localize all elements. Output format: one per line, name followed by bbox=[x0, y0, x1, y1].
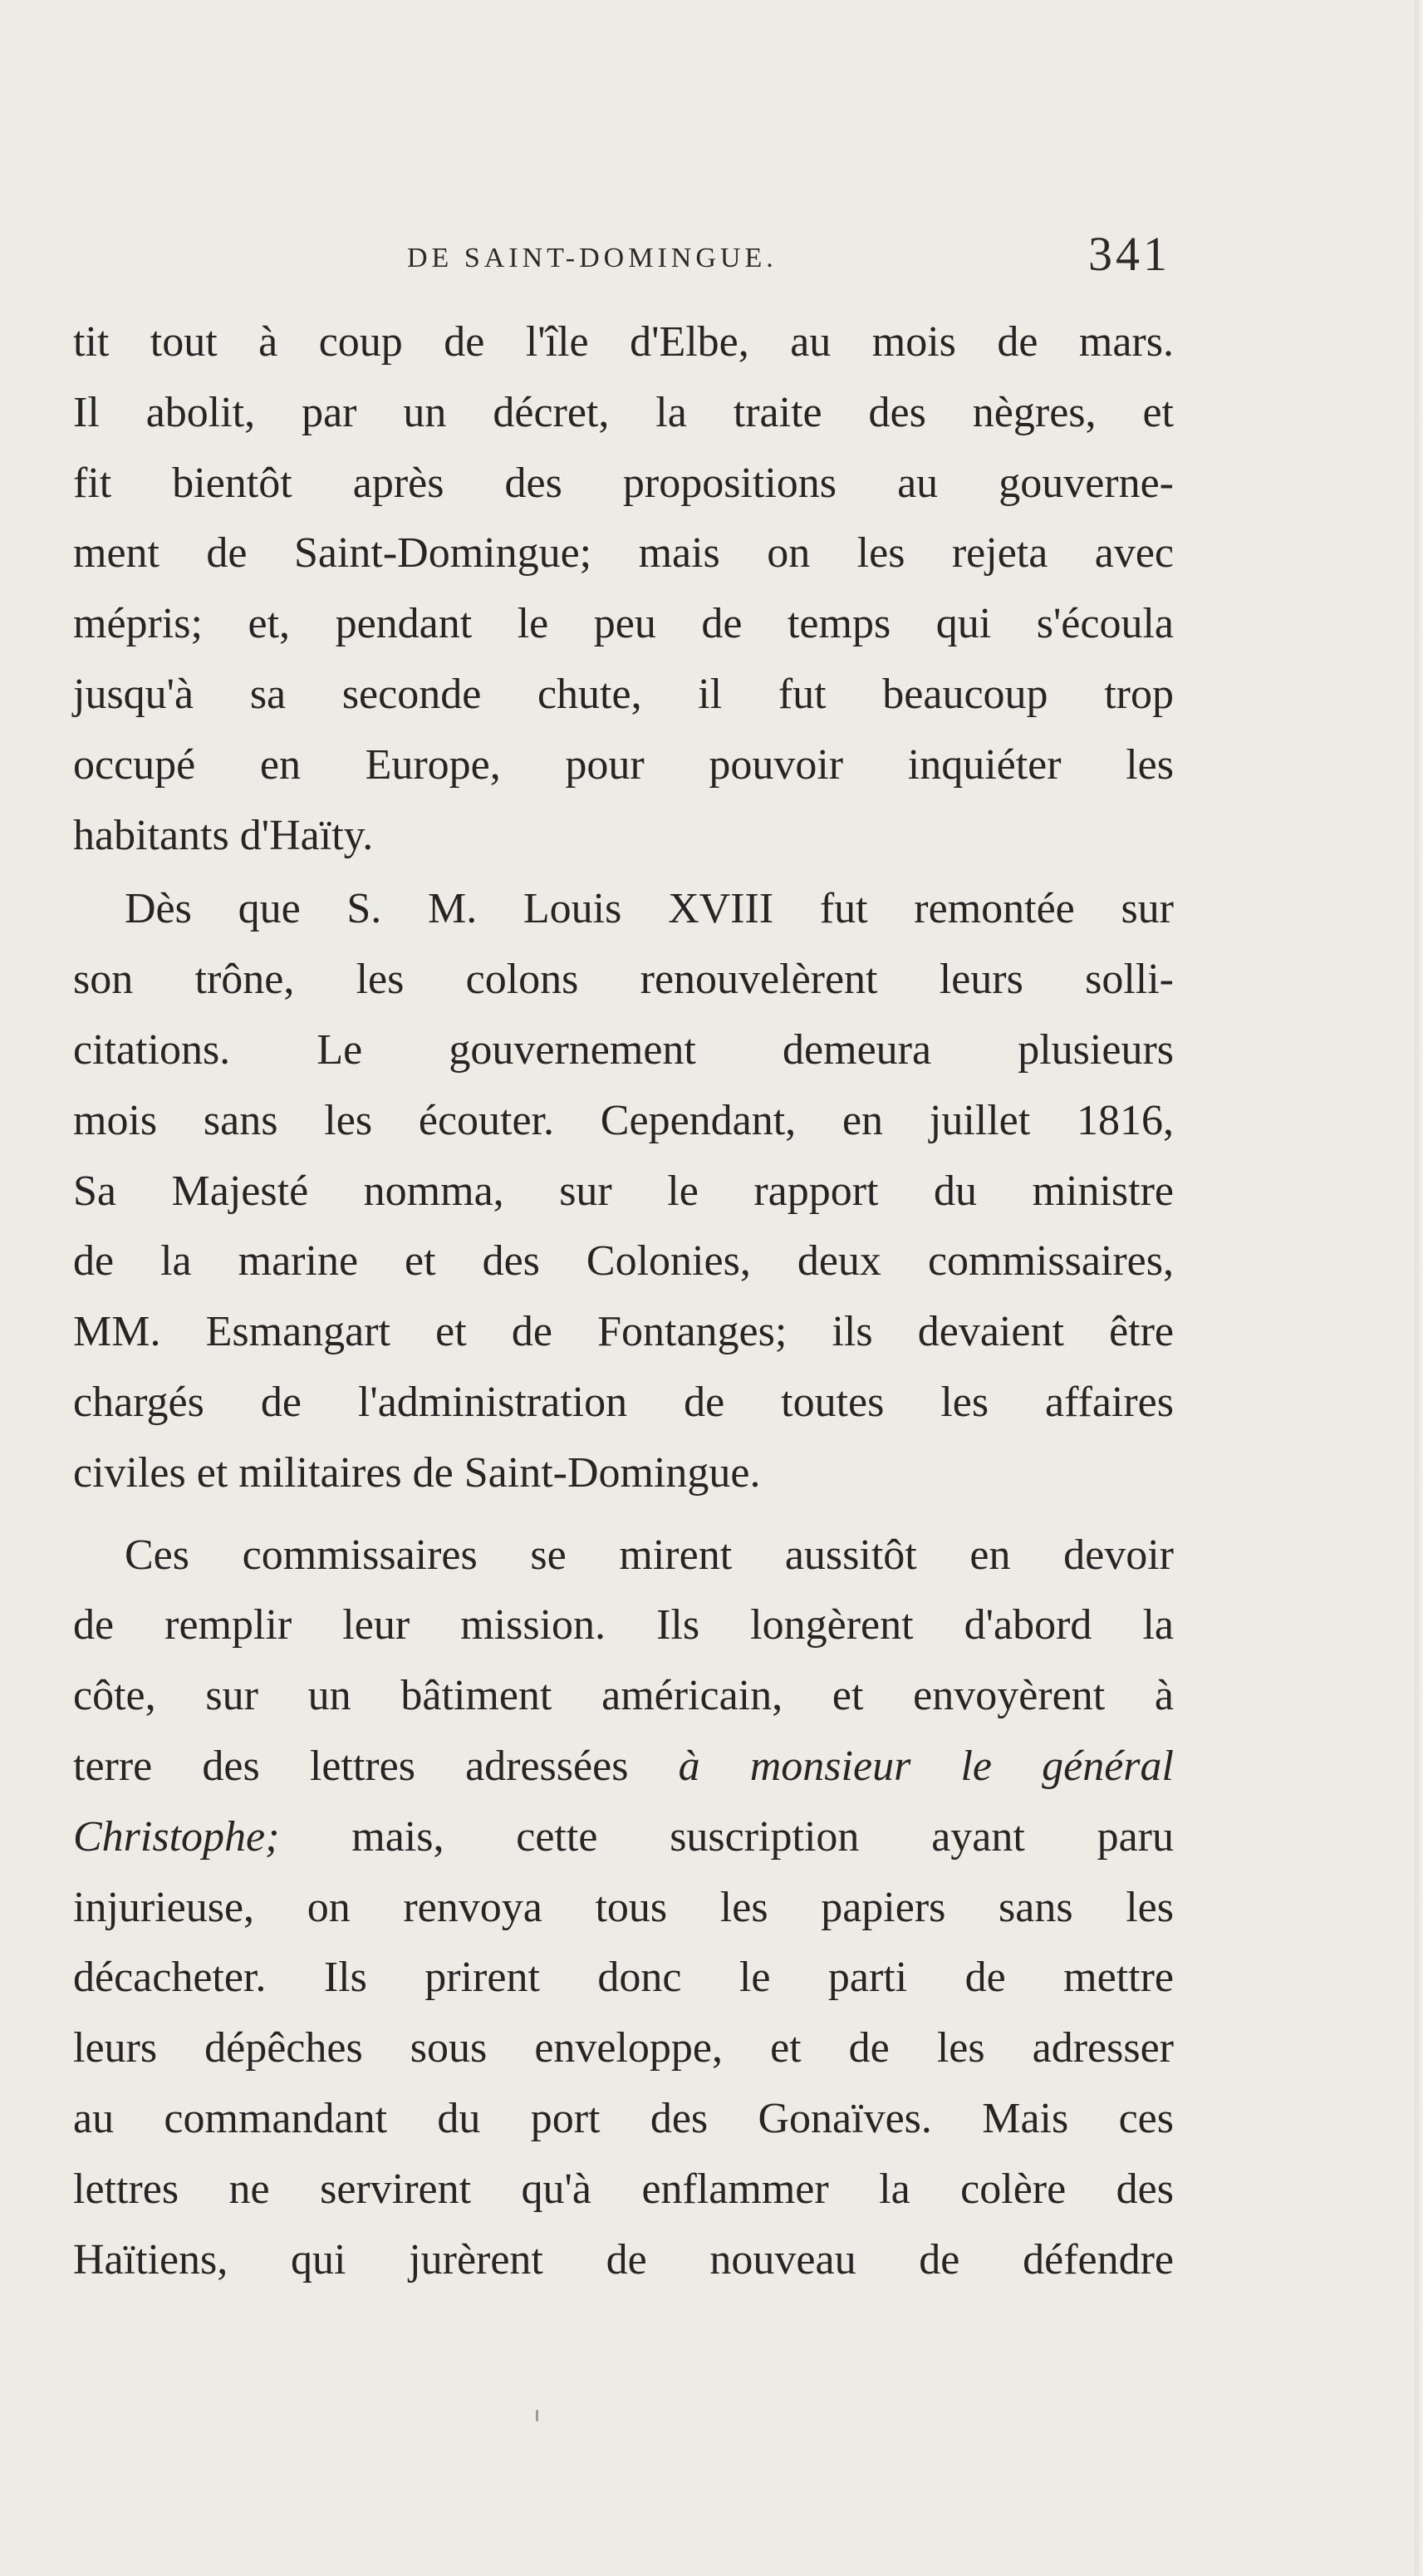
text-line: Haïtiens, qui jurèrent de nouveau de défendre bbox=[73, 2235, 1174, 2283]
text-line: Il abolit, par un décret, la traite des nègres, et bbox=[73, 388, 1174, 436]
text-line bbox=[73, 1732, 1174, 1802]
text-segment: terre des lettres adressées bbox=[73, 1742, 629, 1790]
body-text bbox=[73, 307, 1174, 2295]
italic-address: Christophe; bbox=[73, 1812, 280, 1861]
text-line: ment de Saint-Domingue; mais on les rejeta avec bbox=[73, 529, 1174, 578]
text-line: décacheter. Ils prirent donc le parti de mettre bbox=[73, 1954, 1174, 2002]
text-line: fit bientôt après des propositions au gouverne- bbox=[73, 459, 1174, 507]
ink-mark bbox=[536, 2410, 538, 2421]
text-line: chargés de l'administration de toutes les affaires bbox=[73, 1378, 1174, 1426]
text-line: lettres ne servirent qu'à enflammer la colère des bbox=[73, 2165, 1174, 2213]
text-line: occupé en Europe, pour pouvoir inquiéter les bbox=[73, 740, 1174, 789]
text-line: mois sans les écouter. Cependant, en juillet 1816, bbox=[73, 1096, 1174, 1144]
text-line: citations. Le gouvernement demeura plusieurs bbox=[73, 1025, 1174, 1074]
text-line: Sa Majesté nomma, sur le rapport du ministre bbox=[73, 1167, 1174, 1215]
text-line bbox=[73, 1802, 1174, 1873]
text-line: leurs dépêches sous enveloppe, et de les adresser bbox=[73, 2024, 1174, 2072]
text-line: civiles et militaires de Saint-Domingue. bbox=[73, 1448, 761, 1497]
text-line: Ces commissaires se mirent aussitôt en devoir bbox=[125, 1531, 1174, 1579]
text-line: au commandant du port des Gonaïves. Mais ces bbox=[73, 2094, 1174, 2142]
text-line: jusqu'à sa seconde chute, il fut beaucoup trop bbox=[73, 670, 1174, 718]
text-line: habitants d'Haïty. bbox=[73, 811, 374, 859]
text-line: tit tout à coup de l'île d'Elbe, au mois de mars. bbox=[73, 318, 1174, 366]
text-line: de remplir leur mission. Ils longèrent d'abord la bbox=[73, 1601, 1174, 1649]
text-line: injurieuse, on renvoya tous les papiers sans les bbox=[73, 1883, 1174, 1931]
italic-address: à monsieur le général bbox=[678, 1742, 1174, 1790]
page-number: 341 bbox=[1088, 227, 1170, 281]
text-line: côte, sur un bâtiment américain, et envoyèrent à bbox=[73, 1672, 1174, 1720]
text-line: de la marine et des Colonies, deux commissaires, bbox=[73, 1237, 1174, 1286]
text-line: MM. Esmangart et de Fontanges; ils devaient être bbox=[73, 1308, 1174, 1356]
page-edge bbox=[1415, 0, 1423, 2576]
text-segment: mais, cette suscription ayant paru bbox=[351, 1812, 1174, 1861]
text-line: Dès que S. M. Louis XVIII fut remontée sur bbox=[125, 885, 1174, 933]
text-line: mépris; et, pendant le peu de temps qui s'écoula bbox=[73, 600, 1174, 648]
running-head: DE SAINT-DOMINGUE. bbox=[407, 243, 778, 273]
text-line: son trône, les colons renouvelèrent leurs solli- bbox=[73, 956, 1174, 1004]
